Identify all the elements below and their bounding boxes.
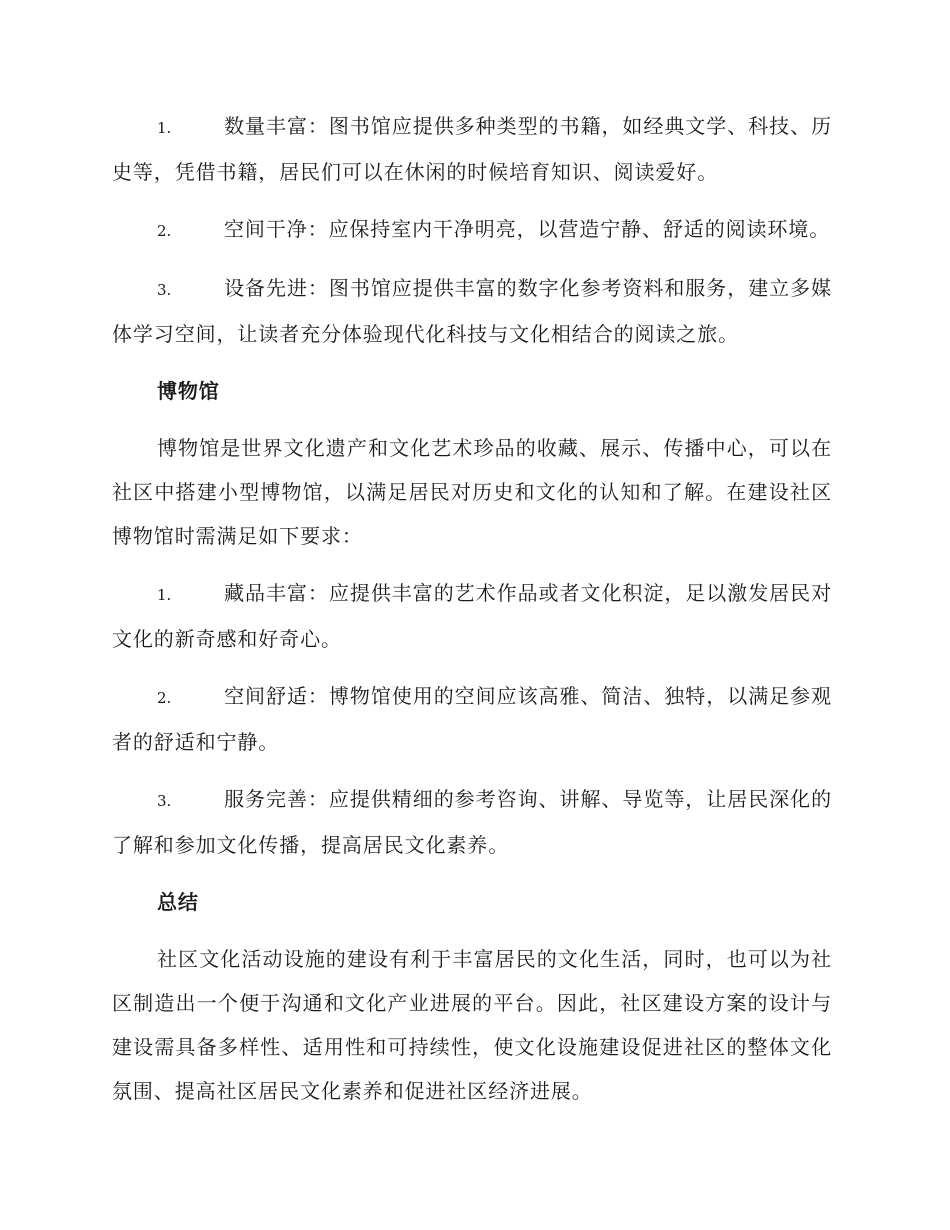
list-text: 服务完善：应提供精细的参考咨询、讲解、导览等，让居民深化的了解和参加文化传播，提高居民文化素养。	[112, 787, 832, 857]
list-number: 3.	[157, 792, 172, 810]
list-number: 3.	[157, 281, 172, 299]
library-list-item-3	[112, 266, 832, 356]
list-text: 空间舒适：博物馆使用的空间应该高雅、简洁、独特，以满足参观者的舒适和宁静。	[112, 684, 832, 754]
document-body	[112, 104, 832, 1126]
library-list-item-1	[112, 104, 832, 194]
list-text: 数量丰富：图书馆应提供多种类型的书籍，如经典文学、科技、历史等，凭借书籍，居民们可以在休闲的时候培育知识、阅读爱好。	[112, 114, 832, 184]
list-number: 2.	[157, 222, 172, 240]
list-text: 设备先进：图书馆应提供丰富的数字化参考资料和服务，建立多媒体学习空间，让读者充分体验现代化科技与文化相结合的阅读之旅。	[112, 276, 832, 346]
list-text: 藏品丰富：应提供丰富的艺术作品或者文化积淀，足以激发居民对文化的新奇感和好奇心。	[112, 581, 832, 651]
library-list-item-2	[112, 207, 832, 253]
list-text: 空间干净：应保持室内干净明亮，以营造宁静、舒适的阅读环境。	[224, 217, 831, 241]
list-number: 1.	[157, 119, 172, 137]
list-number: 1.	[157, 586, 172, 604]
museum-intro-paragraph: 博物馆是世界文化遗产和文化艺术珍品的收藏、展示、传播中心，可以在社区中搭建小型博物馆，以满足居民对历史和文化的认知和了解。在建设社区博物馆时需满足如下要求：	[112, 436, 832, 548]
museum-list-item-1	[112, 571, 832, 661]
museum-heading: 博物馆	[157, 379, 220, 403]
summary-heading: 总结	[157, 890, 199, 914]
list-number: 2.	[157, 689, 172, 707]
summary-paragraph: 社区文化活动设施的建设有利于丰富居民的文化生活，同时，也可以为社区制造出一个便于沟通和文化产业进展的平台。因此，社区建设方案的设计与建设需具备多样性、适用性和可持续性，使文化设施建设促进社区的整体文化氛围、提高社区居民文化素养和促进社区经济进展。	[112, 947, 832, 1103]
museum-list-item-2	[112, 674, 832, 764]
museum-list-item-3	[112, 777, 832, 867]
